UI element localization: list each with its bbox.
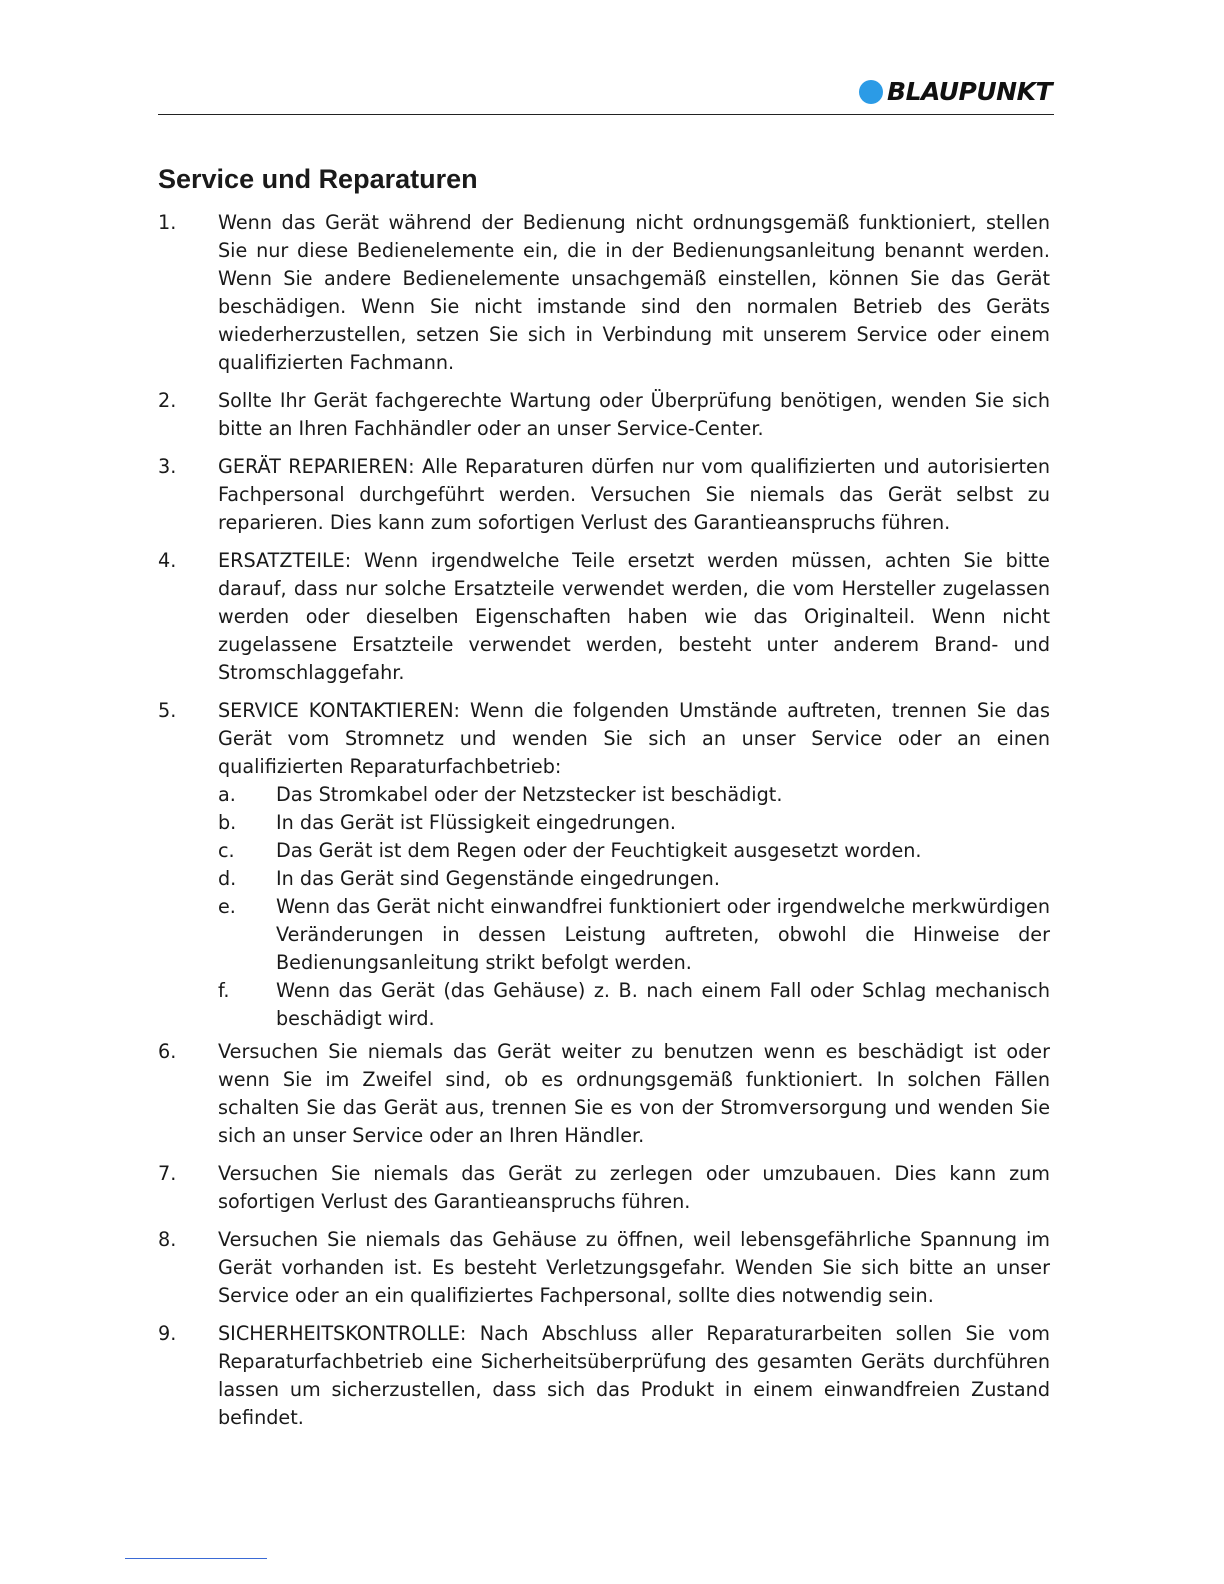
sub-item-f [218,977,1050,1033]
item-text: Versuchen Sie niemals das Gehäuse zu öffnen, weil lebensgefährliche Spannung im Gerät vorhanden ist. Es besteht Verletzungsgefahr. Wenden Sie sich bitte an unser Service oder an ein qualifiziertes Fachpersonal, sollte dies notwendig sein. [218,1228,1050,1307]
list-item-6 [158,1038,1050,1150]
sub-item-d [218,865,1050,893]
sub-item-text: Wenn das Gerät nicht einwandfrei funktioniert oder irgendwelche merkwürdigen Veränderungen in dessen Leistung auftreten, obwohl die Hinweise der Bedienungsanleitung strikt befolgt werden. [276,895,1050,974]
item-text: SICHERHEITSKONTROLLE: Nach Abschluss aller Reparaturarbeiten sollen Sie vom Reparaturfachbetrieb eine Sicherheitsüberprüfung des gesamten Geräts durchführen lassen um sicherzustellen, dass sich das Produkt in einem einwandfreien Zustand befindet. [218,1322,1050,1429]
item-number: 3. [158,455,177,478]
brand-name: BLAUPUNKT [887,77,1052,106]
sub-item-e [218,893,1050,977]
brand-logo [859,78,1052,106]
page-title: Service und Reparaturen [158,164,478,194]
list-item-5 [158,697,1050,1033]
item-text: Versuchen Sie niemals das Gerät zu zerlegen oder umzubauen. Dies kann zum sofortigen Verlust des Garantieanspruchs führen. [218,1162,1050,1213]
list-item-3 [158,453,1050,537]
item-number: 1. [158,211,177,234]
list-item-8 [158,1226,1050,1310]
sub-item-letter: e. [218,895,236,918]
item-number: 4. [158,549,177,572]
item-number: 8. [158,1228,177,1251]
item-number: 7. [158,1162,177,1185]
list-item-7 [158,1160,1050,1216]
item-text: ERSATZTEILE: Wenn irgendwelche Teile ersetzt werden müssen, achten Sie bitte darauf, dass nur solche Ersatzteile verwendet werden, die vom Hersteller zugelassen werden oder dieselben Eigenschaften haben wie das Originalteil. Wenn nicht zugelassene Ersatzteile verwendet werden, besteht unter anderem Brand- und Stromschlaggefahr. [218,549,1050,684]
sub-item-text: Das Gerät ist dem Regen oder der Feuchtigkeit ausgesetzt worden. [276,839,922,862]
sub-item-letter: b. [218,811,237,834]
item-text: Wenn das Gerät während der Bedienung nicht ordnungsgemäß funktioniert, stellen Sie nur diese Bedienelemente ein, die in der Bedienungsanleitung benannt werden. Wenn Sie andere Bedienelemente unsachgemäß einstellen, können Sie das Gerät beschädigen. Wenn Sie nicht imstande sind den normalen Betrieb des Geräts wiederherzustellen, setzen Sie sich in Verbindung mit unserem Service oder einem qualifizierten Fachmann. [218,211,1050,374]
sub-item-text: In das Gerät ist Flüssigkeit eingedrungen. [276,811,676,834]
item-text: GERÄT REPARIEREN: Alle Reparaturen dürfen nur vom qualifizierten und autorisierten Fachpersonal durchgeführt werden. Versuchen Sie niemals das Gerät selbst zu reparieren. Dies kann zum sofortigen Verlust des Garantieanspruchs führen. [218,455,1050,534]
item-text: Sollte Ihr Gerät fachgerechte Wartung oder Überprüfung benötigen, wenden Sie sich bitte an Ihren Fachhändler oder an unser Service-Center. [218,389,1050,440]
sub-item-text: In das Gerät sind Gegenstände eingedrungen. [276,867,720,890]
sub-item-text: Wenn das Gerät (das Gehäuse) z. B. nach einem Fall oder Schlag mechanisch beschädigt wird. [276,979,1050,1030]
page-header [158,72,1054,115]
sub-item-letter: f. [218,979,230,1002]
item-text: Versuchen Sie niemals das Gerät weiter zu benutzen wenn es beschädigt ist oder wenn Sie im Zweifel sind, ob es ordnungsgemäß funktioniert. In solchen Fällen schalten Sie das Gerät aus, trennen Sie es von der Stromversorgung und wenden Sie sich an unser Service oder an Ihren Händler. [218,1040,1050,1147]
brand-dot-icon [859,80,883,104]
sub-item-a [218,781,1050,809]
sub-item-letter: d. [218,867,237,890]
footer-divider [125,1558,267,1559]
item-number: 6. [158,1040,177,1063]
list-item-1 [158,209,1050,377]
item-text: SERVICE KONTAKTIEREN: Wenn die folgenden Umstände auftreten, trennen Sie das Gerät vom Stromnetz und wenden Sie sich an unser Service oder an einen qualifizierten Reparaturfachbetrieb: [218,699,1050,778]
list-item-9 [158,1320,1050,1432]
sub-item-b [218,809,1050,837]
sub-item-c [218,837,1050,865]
item-number: 9. [158,1322,177,1345]
item-number: 5. [158,699,177,722]
item-number: 2. [158,389,177,412]
main-content [158,160,1050,1442]
sub-item-letter: c. [218,839,235,862]
list-item-2 [158,387,1050,443]
sub-item-text: Das Stromkabel oder der Netzstecker ist beschädigt. [276,783,783,806]
list-item-4 [158,547,1050,687]
sub-item-letter: a. [218,783,236,806]
